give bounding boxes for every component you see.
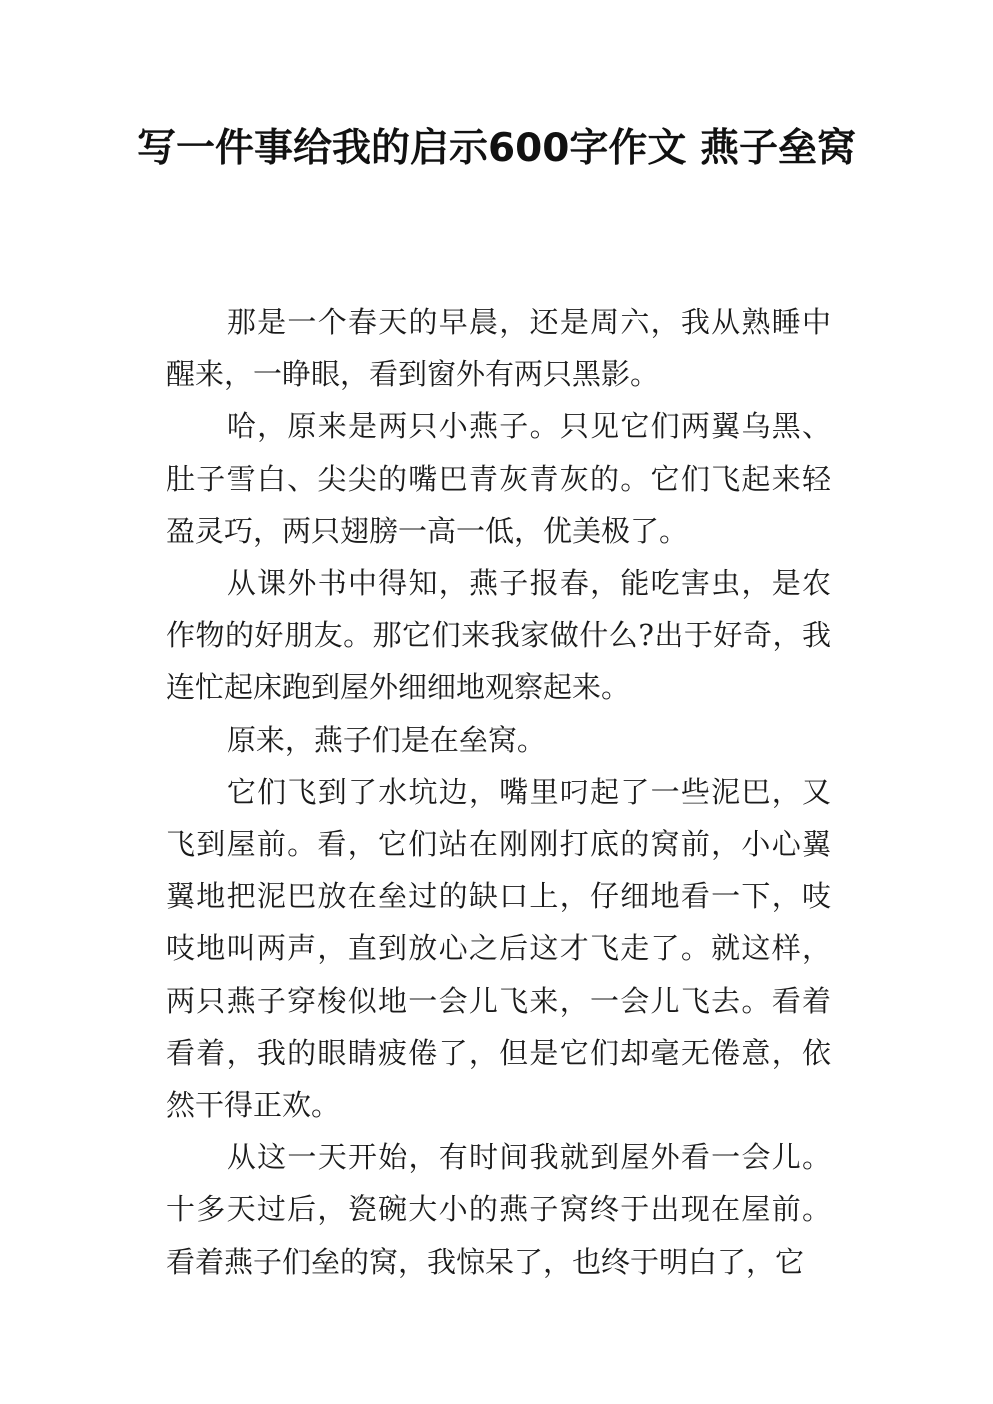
paragraph-2: 哈，原来是两只小燕子。只见它们两翼乌黑、肚子雪白、尖尖的嘴巴青灰青灰的。它们飞起来轻盈灵巧，两只翅膀一高一低，优美极了。 [166,409,831,548]
paragraph-5: 它们飞到了水坑边，嘴里叼起了一些泥巴，又飞到屋前。看，它们站在刚刚打底的窝前，小心翼翼地把泥巴放在垒过的缺口上，仔细地看一下，吱吱地叫两声，直到放心之后这才飞走了。就这样，两只燕子穿梭似地一会儿飞来，一会儿飞去。看着看着，我的眼睛疲倦了，但是它们却毫无倦意，依然干得正欢。 [166,774,831,1123]
document-body [166,296,831,1288]
paragraph-4: 原来，燕子们是在垒窝。 [226,722,546,757]
paragraph-3: 从课外书中得知，燕子报春，能吃害虫，是农作物的好朋友。那它们来我家做什么?出于好奇，我连忙起床跑到屋外细细地观察起来。 [166,566,831,705]
paragraph-6: 从这一天开始，有时间我就到屋外看一会儿。十多天过后，瓷碗大小的燕子窝终于出现在屋前。看着燕子们垒的窝，我惊呆了，也终于明白了，它 [166,1140,831,1279]
paragraph-1: 那是一个春天的早晨，还是周六，我从熟睡中醒来，一睁眼，看到窗外有两只黑影。 [166,305,831,392]
document-title: 写一件事给我的启示600字作文 燕子垒窝 [137,126,856,171]
